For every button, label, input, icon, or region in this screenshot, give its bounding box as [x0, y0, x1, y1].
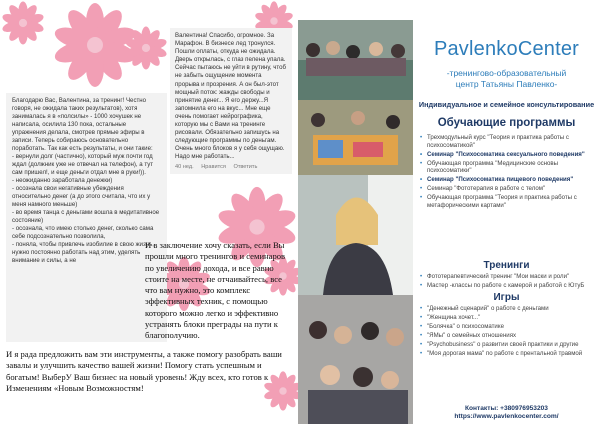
list-item: • Трехмодульный курс "Теория и практика работы с психосоматикой" — [419, 134, 597, 149]
tagline-line-1: -тренингово-образовательный — [446, 68, 567, 78]
testimonial-left-text: Благодарю Вас, Валентина, за тренинг! Честно говоря, не ожидала таких результатов), хотя занималась я в «полсилы» - 1000 хочушек не написала, осилила 130 пока, остальные упражнения делала, смотрев прямые эфиры в записи. Теперь собираюсь основательно поработать. Так как есть результаты, и они такие: - вернули долг (частично), который муж почти год ждал (должник уже не отвечал на телефон), а тут сам пришел!, и еще деньги отдал мне в руки!)). - неожиданно заработала денежки) - осознала свои негативные убеждения относительно денег (а до этого считала, что их у меня намного меньше) - во время танца с деньгами вошла в медитативное состояние) - осознала, что имею столько денег, сколько сама себе подсознательно позволила, - поняла, чтобы привлечь изобилие в свою жизнь, нужно постоянно работать над этим, уделять внимание и силы, а не — [12, 97, 160, 264]
games-heading: Игры — [493, 292, 520, 303]
closing-quote: И в заключение хочу сказать, если Вы прошли много тренингов и семинаров по увеличению дохода, и все равно стоите на месте, не отчаивайтесь, все что вам нужно, это комплекс эффективных техник, с помощью которого можно легко и эффективно устранять блоки преграды на пути к благополучию. — [145, 240, 286, 341]
list-item: • "Psychobusiness" о развитии своей практики и другие — [419, 341, 597, 349]
contact-website[interactable]: https://www.pavlenkocenter.com/ — [454, 413, 559, 421]
like-link[interactable]: Нравится — [201, 163, 226, 170]
offer-quote: И я рада предложить вам эти инструменты, а также помогу разобрать ваши завалы и улучшить качество вашей жизни! Помогу стать успешным и богатым! ВыберУ Ваш бизнес на новый уровень! Жду всех, кто готов к Изменениям «Новым Возможностям! — [6, 349, 282, 393]
group-photo — [298, 295, 413, 424]
photo-collage — [298, 20, 413, 424]
programs-heading: Обучающие программы — [437, 117, 576, 129]
group-photo — [298, 100, 413, 175]
programs-list — [419, 134, 597, 211]
center-brochure — [413, 20, 600, 424]
games-list — [419, 305, 597, 359]
testimonial-card-right — [170, 28, 292, 174]
list-item: • Мастер -классы по работе с камерой и работой с ЮтуБ — [419, 282, 597, 290]
testimonial-card-left — [6, 93, 167, 342]
list-item: • "Моя дорогая мама" по работе с прентальной травмой — [419, 350, 597, 358]
contacts — [413, 405, 600, 422]
portrait-photo — [298, 175, 413, 295]
flower-icon — [123, 25, 169, 71]
list-item: • "ЯМы" о семейных отношениях — [419, 332, 597, 340]
testimonial-right-text: Валентина! Спасибо, огромное. За Марафон. В бизнесе лед тронулся. Пошли оплаты, откуда не ожидала. Дверь открылась, с глаз пелена упала. Сейчас пытаюсь не уйти в рутину, чтоб не забыть ощущение момента прорыва и прозрения. А он был-этот мощный поток: жажды свободы и принятие денег... Я его держу...Я запомнила его на вкус... Мне еще очень помогает нейрографика, которую мы с Вами на тренинге рисовали. Обязательно запишусь на следующие программы по деньгам. Очень много блоков я у себя ощущаю. Надо мне работать... — [175, 32, 287, 161]
list-item: • "Женщина хочет..." — [419, 314, 597, 322]
flower-icon — [0, 0, 46, 46]
group-photo — [298, 20, 413, 100]
tagline-line-2: центр Татьяны Павленко- — [455, 79, 558, 89]
brand-logo: PavlenkoCenter — [433, 38, 580, 60]
list-item: • Фототерапевтический тренинг "Мои маски и роли" — [419, 273, 597, 281]
list-item: • "Денежный сценарий" о работе с деньгами — [419, 305, 597, 313]
comment-time: 40 нед. — [175, 163, 194, 170]
consulting-subtitle: Индивидуальное и семейное консультирование — [418, 100, 595, 109]
list-item: • "Болячка" о психосоматике — [419, 323, 597, 331]
list-item: • Обучающая программа "Медицинские основы психосоматики" — [419, 160, 597, 175]
reply-link[interactable]: Ответить — [233, 163, 258, 170]
list-item: • Семинар "Психосоматика сексуального поведения" — [419, 151, 597, 159]
list-item: • Обучающая программа "Теория и практика работы с метафорическими картами" — [419, 194, 597, 209]
list-item: • Семинар "Психосоматика пищевого поведения" — [419, 176, 597, 184]
flower-icon — [253, 0, 295, 28]
comment-meta — [175, 163, 263, 171]
contact-phone: Контакты: +380976953203 — [465, 405, 548, 412]
list-item: • Семинар "Фототерапия в работе с телом" — [419, 185, 597, 193]
trainings-heading: Тренинги — [483, 260, 530, 271]
tagline — [413, 68, 600, 90]
trainings-list — [419, 273, 597, 291]
